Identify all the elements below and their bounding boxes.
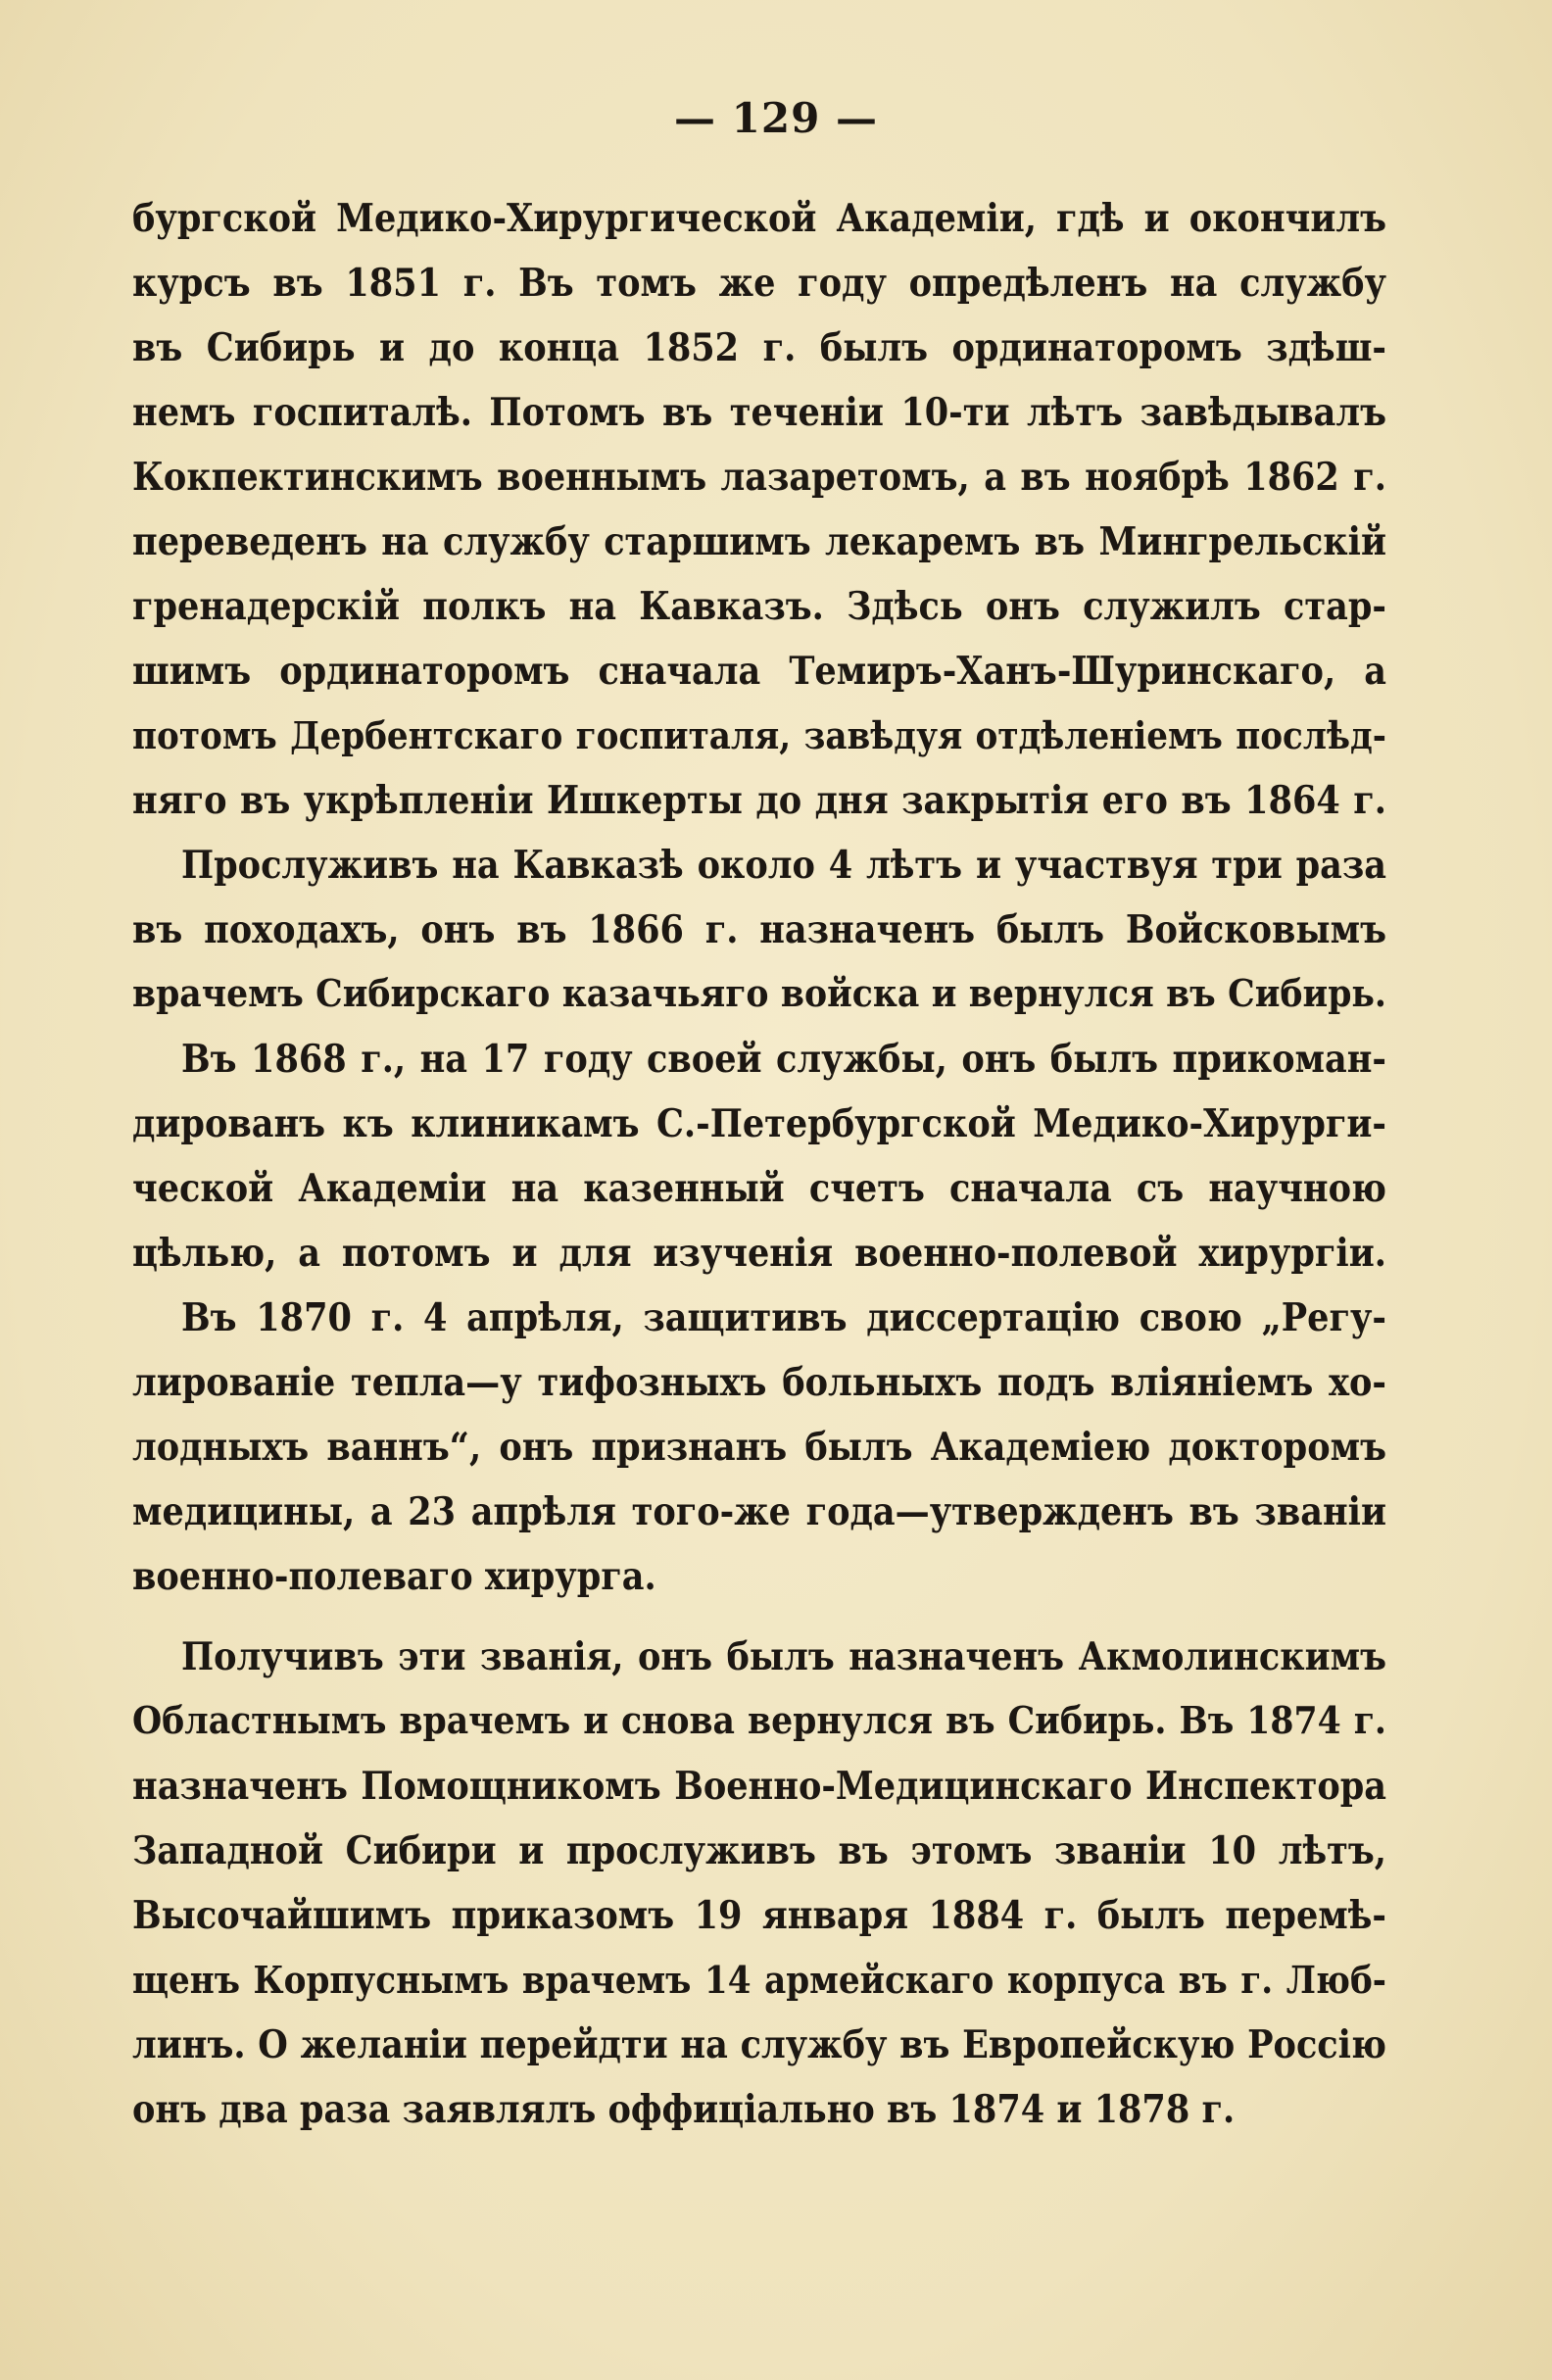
text-line: няго въ укрѣпленіи Ишкерты до дня закрытія его въ 1864 г. <box>132 778 1386 823</box>
text-line: бургской Медико-Хирургической Академіи, гдѣ и окончилъ <box>132 196 1386 241</box>
text-line: Въ 1870 г. 4 апрѣля, защитивъ диссертацію свою „Регу- <box>181 1295 1386 1340</box>
text-line: гренадерскій полкъ на Кавказъ. Здѣсь онъ служилъ стар- <box>132 584 1386 629</box>
text-line: назначенъ Помощникомъ Военно-Медицинскаго Инспектора <box>132 1764 1386 1809</box>
text-line: лированіе тепла—у тифозныхъ больныхъ подъ вліяніемъ хо- <box>132 1360 1386 1405</box>
paragraph <box>132 186 1386 833</box>
paragraph-gap <box>132 1609 1386 1625</box>
text-line: врачемъ Сибирскаго казачьяго войска и вернулся въ Сибирь. <box>132 972 1386 1016</box>
paragraph <box>132 833 1386 1027</box>
text-line: дированъ къ клиникамъ С.-Петербургской Медико-Хирурги- <box>132 1101 1386 1146</box>
text-line: курсъ въ 1851 г. Въ томъ же году опредѣленъ на службу <box>132 261 1386 306</box>
text-line: переведенъ на службу старшимъ лекаремъ въ Мингрельскій <box>132 519 1386 564</box>
text-line: потомъ Дербентскаго госпиталя, завѣдуя отдѣленіемъ послѣд- <box>132 713 1386 757</box>
paragraph <box>132 1286 1386 1609</box>
text-line: линъ. О желаніи перейдти на службу въ Европейскую Россію <box>132 2022 1386 2067</box>
text-line: шимъ ординаторомъ сначала Темиръ-Ханъ-Шуринскаго, а <box>132 649 1386 694</box>
text-line: щенъ Корпуснымъ врачемъ 14 армейскаго корпуса въ г. Люб- <box>132 1958 1386 2002</box>
text-line: въ походахъ, онъ въ 1866 г. назначенъ былъ Войсковымъ <box>132 907 1386 952</box>
text-line: Прослуживъ на Кавказѣ около 4 лѣтъ и участвуя три раза <box>181 843 1386 888</box>
text-line: Въ 1868 г., на 17 году своей службы, онъ былъ прикоман- <box>181 1037 1386 1082</box>
text-line: цѣлью, а потомъ и для изученія военно-полевой хирургіи. <box>132 1231 1386 1276</box>
text-line: Высочайшимъ приказомъ 19 января 1884 г. былъ перемѣ- <box>132 1893 1386 1938</box>
text-line: военно-полеваго хирурга. <box>132 1554 656 1599</box>
text-line: Областнымъ врачемъ и снова вернулся въ Сибирь. Въ 1874 г. <box>132 1699 1386 1743</box>
text-line: немъ госпиталѣ. Потомъ въ теченіи 10-ти лѣтъ завѣдывалъ <box>132 390 1386 435</box>
text-line: въ Сибирь и до конца 1852 г. былъ ординаторомъ здѣш- <box>132 325 1386 370</box>
text-line: ческой Академіи на казенный счетъ сначала съ научною <box>132 1166 1386 1211</box>
body-text <box>132 186 1386 2142</box>
text-line: Получивъ эти званія, онъ былъ назначенъ Акмолинскимъ <box>181 1634 1386 1679</box>
paragraph <box>132 1625 1386 2142</box>
text-line: Западной Сибири и прослуживъ въ этомъ званіи 10 лѣтъ, <box>132 1828 1386 1873</box>
text-line: онъ два раза заявлялъ оффиціально въ 1874 и 1878 г. <box>132 2087 1236 2132</box>
text-line: лодныхъ ваннъ“, онъ признанъ былъ Академіею докторомъ <box>132 1425 1386 1470</box>
text-line: Кокпектинскимъ военнымъ лазаретомъ, а въ ноябрѣ 1862 г. <box>132 455 1386 500</box>
page-number: — 129 — <box>674 94 878 142</box>
text-line: медицины, а 23 апрѣля того-же года—утвержденъ въ званіи <box>132 1489 1386 1534</box>
paragraph <box>132 1027 1386 1286</box>
